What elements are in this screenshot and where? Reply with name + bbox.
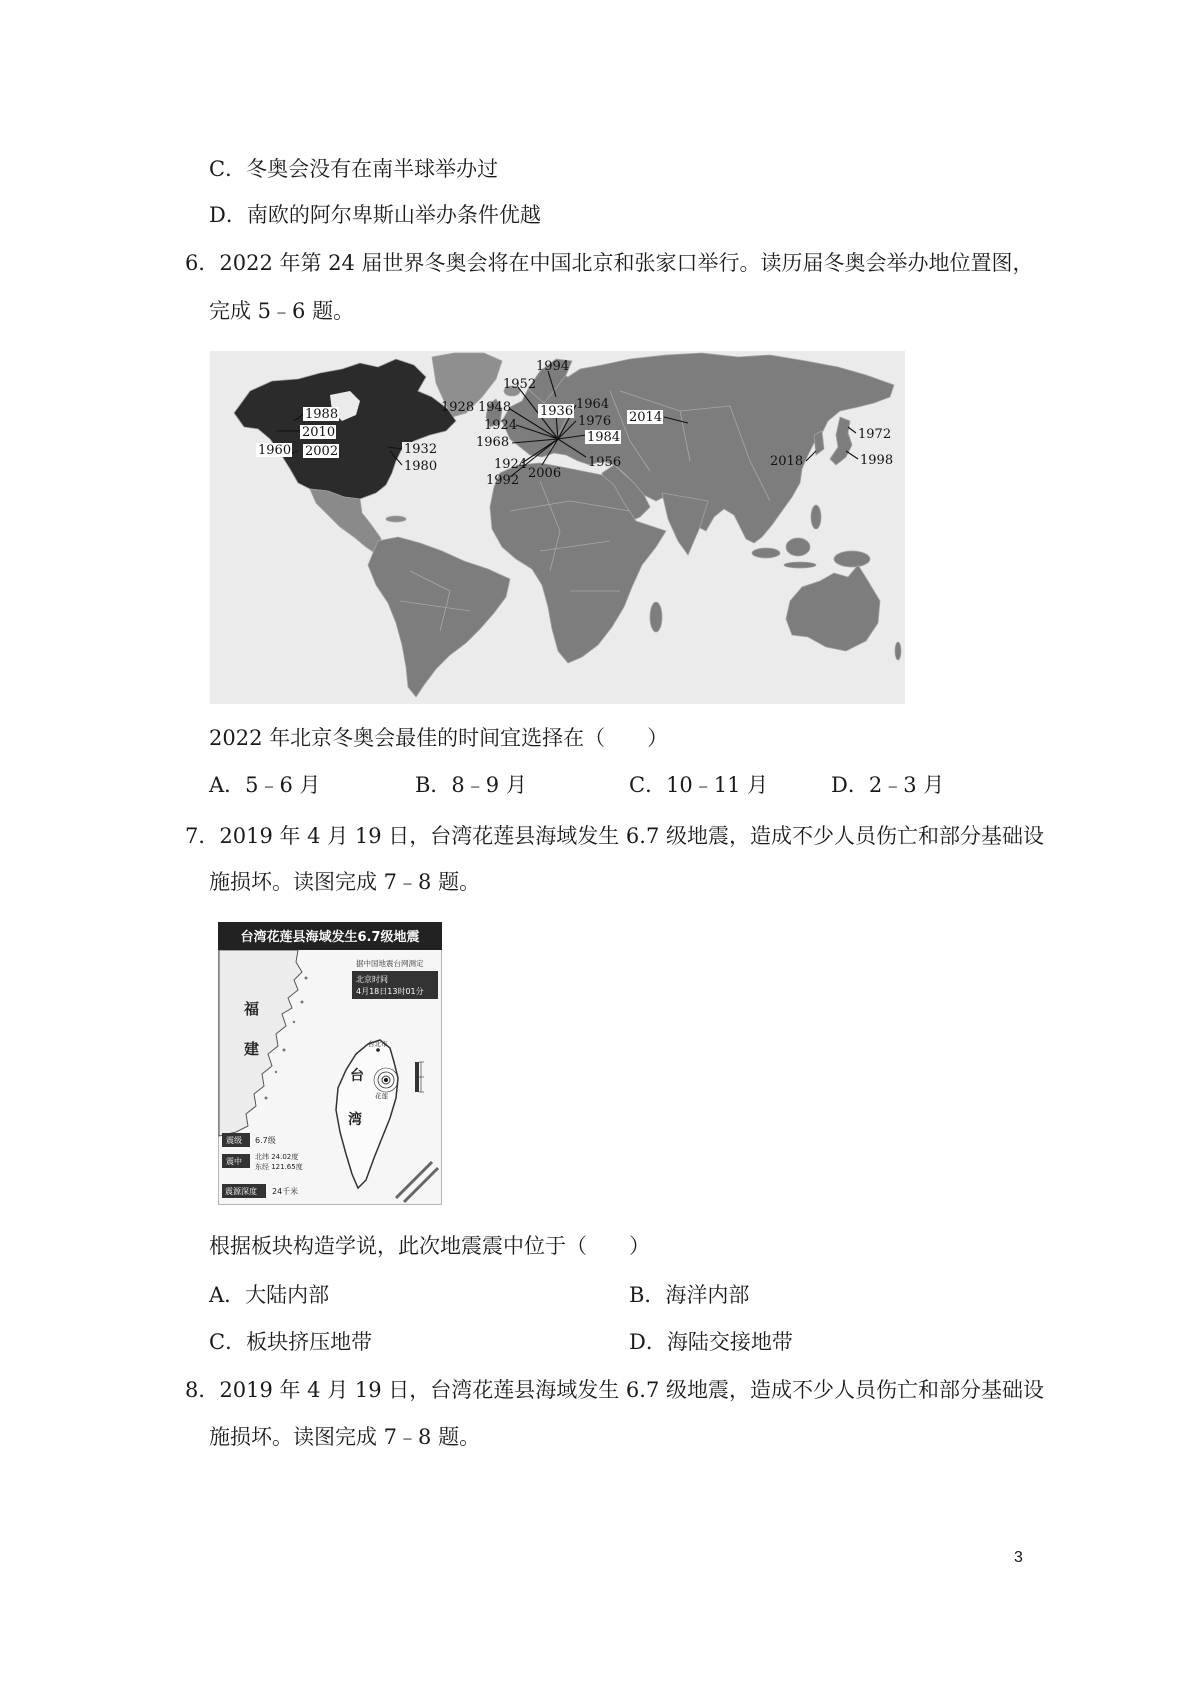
q5-option-c: C．冬奥会没有在南半球举办过 — [209, 157, 499, 181]
year-label: 1994 — [536, 359, 570, 374]
figure-title: 台湾花莲县海域发生6.7级地震 — [240, 930, 420, 945]
year-label: 1956 — [588, 455, 622, 470]
fujian-label: 福 — [244, 1000, 260, 1018]
q5-option-d: D．南欧的阿尔卑斯山举办条件优越 — [209, 203, 541, 227]
year-label: 1960 — [258, 443, 292, 458]
magnitude-label: 震级 — [226, 1136, 242, 1145]
year-label: 2002 — [305, 444, 339, 459]
year-label: 1924 — [484, 418, 518, 433]
year-label: 1998 — [860, 453, 894, 468]
fujian-label: 建 — [244, 1040, 260, 1058]
q6-prompt: 2022 年北京冬奥会最佳的时间宜选择在（ ） — [209, 726, 669, 750]
year-label: 1928 — [441, 400, 475, 415]
magnitude-value: 6.7级 — [255, 1136, 276, 1145]
year-label: 1964 — [576, 397, 610, 412]
year-label: 1952 — [503, 377, 537, 392]
year-label: 1936 — [540, 404, 574, 419]
q6-option-b: B．8﹣9 月 — [415, 773, 527, 797]
q7-option-d: D．海陆交接地带 — [629, 1330, 793, 1354]
q6-stem-line1: 6．2022 年第 24 届世界冬奥会将在中国北京和张家口举行。读历届冬奥会举办地位置图， — [185, 251, 1034, 275]
new-guinea-shape — [834, 551, 870, 567]
new-zealand-shape — [895, 642, 901, 660]
year-label: 1992 — [486, 473, 520, 488]
q8-stem-line2: 施损坏。读图完成 7﹣8 题。 — [209, 1425, 481, 1449]
q7-stem-line2: 施损坏。读图完成 7﹣8 题。 — [209, 870, 481, 894]
philippines-shape — [811, 505, 821, 529]
page-number: 3 — [1014, 1549, 1023, 1566]
year-label: 2014 — [629, 410, 663, 425]
year-label: 1968 — [476, 435, 510, 450]
year-label: 1972 — [858, 427, 892, 442]
q6-option-d: D．2﹣3 月 — [831, 773, 945, 797]
year-label: 2010 — [302, 425, 336, 440]
year-label: 1932 — [404, 442, 438, 457]
time-label: 北京时间 — [356, 975, 388, 984]
year-label: 1948 — [478, 400, 512, 415]
year-label: 2006 — [528, 466, 562, 481]
year-label: 1924 — [494, 457, 528, 472]
cuba-shape — [386, 516, 406, 522]
java-shape — [784, 562, 816, 568]
madagascar-shape — [650, 602, 662, 632]
borneo-shape — [786, 538, 810, 556]
sumatra-shape — [752, 548, 780, 558]
q6-option-c: C．10﹣11 月 — [629, 773, 769, 797]
q7-prompt: 根据板块构造学说，此次地震震中位于（ ） — [209, 1234, 650, 1258]
q8-stem-line1: 8．2019 年 4 月 19 日，台湾花莲县海域发生 6.7 级地震，造成不少人员伤亡和部分基础设 — [185, 1378, 1045, 1402]
data-source: 据中国地震台网测定 — [356, 959, 424, 968]
q6-stem-line2: 完成 5﹣6 题。 — [209, 299, 355, 323]
epicenter-latitude: 北纬 24.02度 — [255, 1153, 299, 1161]
depth-label: 震源深度 — [225, 1187, 257, 1196]
time-value: 4月18日13时01分 — [356, 987, 424, 996]
taiwan-label: 湾 — [348, 1112, 362, 1128]
year-label: 1980 — [404, 459, 438, 474]
year-label: 1984 — [587, 430, 621, 445]
q7-stem-line1: 7．2019 年 4 月 19 日，台湾花莲县海域发生 6.7 级地震，造成不少人员伤亡和部分基础设 — [185, 824, 1045, 848]
q6-option-a: A．5﹣6 月 — [209, 773, 321, 797]
taiwan-label: 台 — [350, 1068, 364, 1084]
taipei-label: 台北市 — [368, 1040, 388, 1048]
year-label: 1988 — [305, 407, 339, 422]
earthquake-map — [218, 922, 442, 1205]
q7-option-a: A．大陆内部 — [209, 1283, 330, 1307]
taipei-marker — [376, 1048, 380, 1052]
epicenter-longitude: 东经 121.65度 — [255, 1163, 303, 1171]
q7-option-b: B．海洋内部 — [629, 1283, 750, 1307]
year-label: 1976 — [578, 414, 612, 429]
epicenter-label: 震中 — [226, 1157, 242, 1166]
winter-olympics-host-map — [210, 351, 905, 704]
depth-value: 24千米 — [272, 1187, 299, 1196]
hualien-label: 花莲 — [375, 1092, 388, 1100]
year-label: 2018 — [770, 454, 804, 469]
q7-option-c: C．板块挤压地带 — [209, 1330, 373, 1354]
